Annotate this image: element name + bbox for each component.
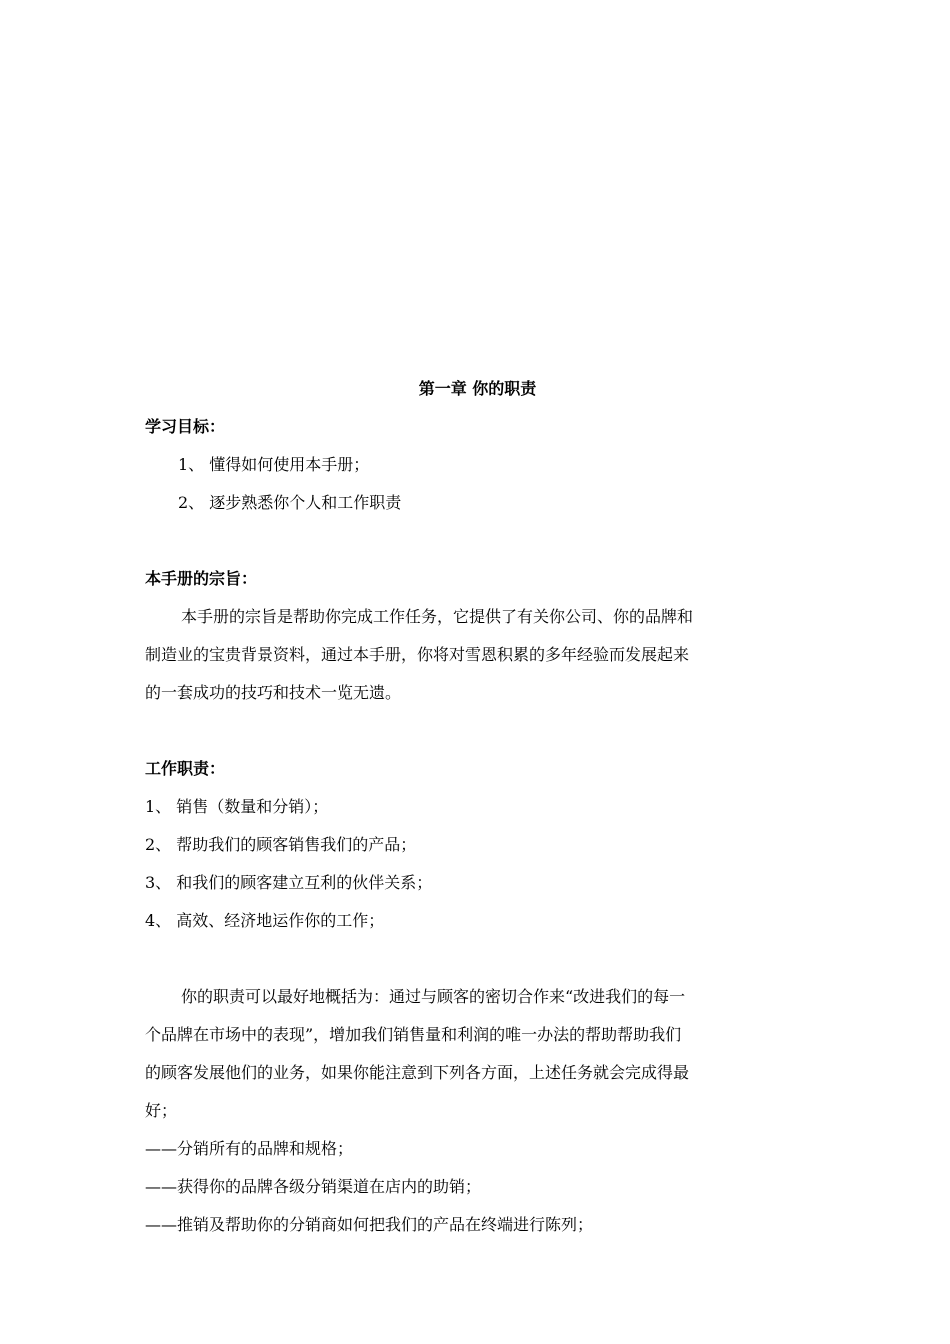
spacer xyxy=(145,940,810,978)
spacer xyxy=(145,522,810,560)
dash-item: ——获得你的品牌各级分销渠道在店内的助销； xyxy=(145,1177,482,1196)
duties-heading: 工作职责： xyxy=(145,759,226,778)
dash-item: ——推销及帮助你的分销商如何把我们的产品在终端进行陈列； xyxy=(145,1215,594,1234)
dash-item: ——分销所有的品牌和规格； xyxy=(145,1139,354,1158)
duty-item: 2、 帮助我们的顾客销售我们的产品； xyxy=(145,835,417,854)
spacer xyxy=(145,712,810,750)
summary-line: 好； xyxy=(145,1101,178,1120)
summary-line: 个品牌在市场中的表现”，增加我们销售量和利润的唯一办法的帮助帮助我们 xyxy=(145,1025,682,1044)
purpose-line: 制造业的宝贵背景资料，通过本手册，你将对雪恩积累的多年经验而发展起来 xyxy=(145,645,690,664)
duty-item: 4、 高效、经济地运作你的工作； xyxy=(145,911,385,930)
duty-item: 1、 销售（数量和分销）； xyxy=(145,797,329,816)
summary-line: 的顾客发展他们的业务，如果你能注意到下列各方面，上述任务就会完成得最 xyxy=(145,1063,690,1082)
purpose-heading: 本手册的宗旨： xyxy=(145,569,258,588)
duty-item: 3、 和我们的顾客建立互利的伙伴关系； xyxy=(145,873,433,892)
objective-item: 1、 懂得如何使用本手册； xyxy=(178,455,370,474)
purpose-line: 本手册的宗旨是帮助你完成工作任务，它提供了有关你公司、你的品牌和 xyxy=(181,607,694,626)
objective-item: 2、 逐步熟悉你个人和工作职责 xyxy=(178,493,402,512)
chapter-title: 第一章 你的职责 xyxy=(418,379,537,398)
objectives-heading: 学习目标： xyxy=(145,417,226,436)
document-content xyxy=(145,370,810,1244)
summary-line: 你的职责可以最好地概括为：通过与顾客的密切合作来“改进我们的每一 xyxy=(181,987,686,1006)
purpose-line: 的一套成功的技巧和技术一览无遗。 xyxy=(145,683,402,702)
